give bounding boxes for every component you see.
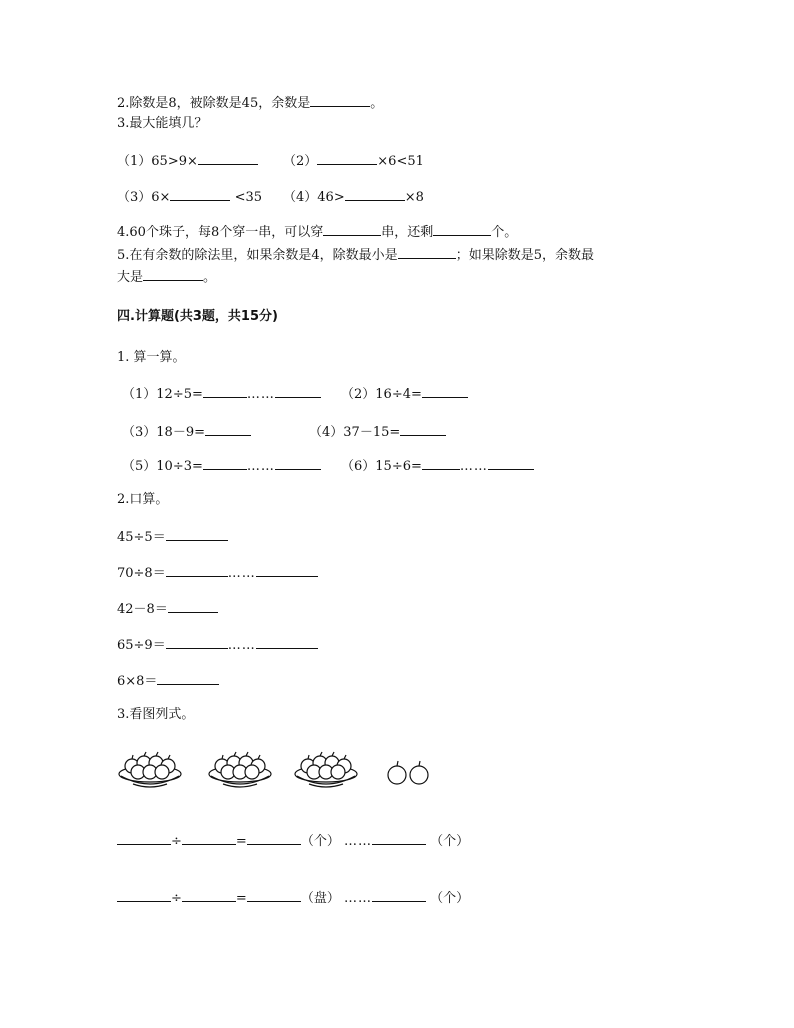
section-heading: 四.计算题(共3题，共15分) xyxy=(117,309,278,324)
question-5-line-2: 大是 。 xyxy=(117,270,217,285)
answer-blank[interactable] xyxy=(275,457,321,470)
picture-equation-2: ÷ = （盘） …… （个） xyxy=(117,889,469,907)
answer-blank[interactable] xyxy=(345,188,405,201)
calc-item-1: （1）12÷5= …… xyxy=(122,385,321,403)
answer-blank[interactable] xyxy=(400,423,446,436)
answer-blank[interactable] xyxy=(170,188,230,201)
q3-item-1: （1）65>9× xyxy=(117,152,258,170)
answer-blank[interactable] xyxy=(317,152,377,165)
apple-icon xyxy=(410,761,428,784)
picture-equation-1: ÷ = （个） …… （个） xyxy=(117,832,469,850)
answer-blank[interactable] xyxy=(205,423,251,436)
calc-item-5: （5）10÷3= …… xyxy=(122,457,321,475)
answer-blank[interactable] xyxy=(166,528,228,541)
calc-item-6: （6）15÷6= …… xyxy=(341,457,534,475)
answer-blank[interactable] xyxy=(488,457,534,470)
answer-blank[interactable] xyxy=(372,889,426,902)
calc-item-4: （4）37－15= xyxy=(309,423,446,441)
answer-blank[interactable] xyxy=(323,223,381,236)
q3-item-3: （3）6× <35 xyxy=(117,190,263,205)
answer-blank[interactable] xyxy=(256,636,318,649)
apple-plate-icon xyxy=(209,752,271,787)
calc-q1-title: 1. 算一算。 xyxy=(117,350,186,365)
answer-blank[interactable] xyxy=(433,223,491,236)
oral-row-3: 42－8＝ xyxy=(117,600,218,618)
oral-row-5: 6×8＝ xyxy=(117,672,219,690)
question-5-line-1: 5.在有余数的除法里，如果余数是4，除数最小是 ；如果除数是5，余数最 xyxy=(117,248,594,263)
apples-picture xyxy=(115,744,445,794)
answer-blank[interactable] xyxy=(422,457,460,470)
answer-blank[interactable] xyxy=(398,246,456,259)
answer-blank[interactable] xyxy=(166,564,228,577)
answer-blank[interactable] xyxy=(203,385,247,398)
answer-blank[interactable] xyxy=(182,889,236,902)
calc-q3-title: 3.看图列式。 xyxy=(117,707,195,722)
apple-plate-icon xyxy=(295,752,357,787)
answer-blank[interactable] xyxy=(198,152,258,165)
answer-blank[interactable] xyxy=(247,832,301,845)
oral-row-4: 65÷9＝ …… xyxy=(117,636,318,654)
oral-row-1: 45÷5＝ xyxy=(117,528,228,546)
calc-item-2: （2）16÷4= xyxy=(341,385,468,403)
answer-blank[interactable] xyxy=(143,268,203,281)
answer-blank[interactable] xyxy=(157,672,219,685)
answer-blank[interactable] xyxy=(247,889,301,902)
answer-blank[interactable] xyxy=(275,385,321,398)
q3-item-4: （4）46> ×8 xyxy=(283,190,424,205)
answer-blank[interactable] xyxy=(117,889,171,902)
calc-q2-title: 2.口算。 xyxy=(117,492,169,507)
answer-blank[interactable] xyxy=(256,564,318,577)
apple-icon xyxy=(388,761,406,784)
answer-blank[interactable] xyxy=(422,385,468,398)
apple-plate-icon xyxy=(119,752,181,787)
answer-blank[interactable] xyxy=(117,832,171,845)
question-3-title: 3.最大能填几？ xyxy=(117,116,208,131)
answer-blank[interactable] xyxy=(166,636,228,649)
question-4: 4.60个珠子，每8个穿一串，可以穿 串，还剩 个。 xyxy=(117,225,518,240)
question-2: 2.除数是8，被除数是45，余数是 。 xyxy=(117,96,384,111)
answer-blank[interactable] xyxy=(203,457,247,470)
answer-blank[interactable] xyxy=(182,832,236,845)
calc-item-3: （3）18－9= xyxy=(122,423,251,441)
answer-blank[interactable] xyxy=(372,832,426,845)
oral-row-2: 70÷8＝ …… xyxy=(117,564,318,582)
answer-blank[interactable] xyxy=(310,94,370,107)
q3-item-2: （2） ×6<51 xyxy=(283,154,424,169)
answer-blank[interactable] xyxy=(168,600,218,613)
